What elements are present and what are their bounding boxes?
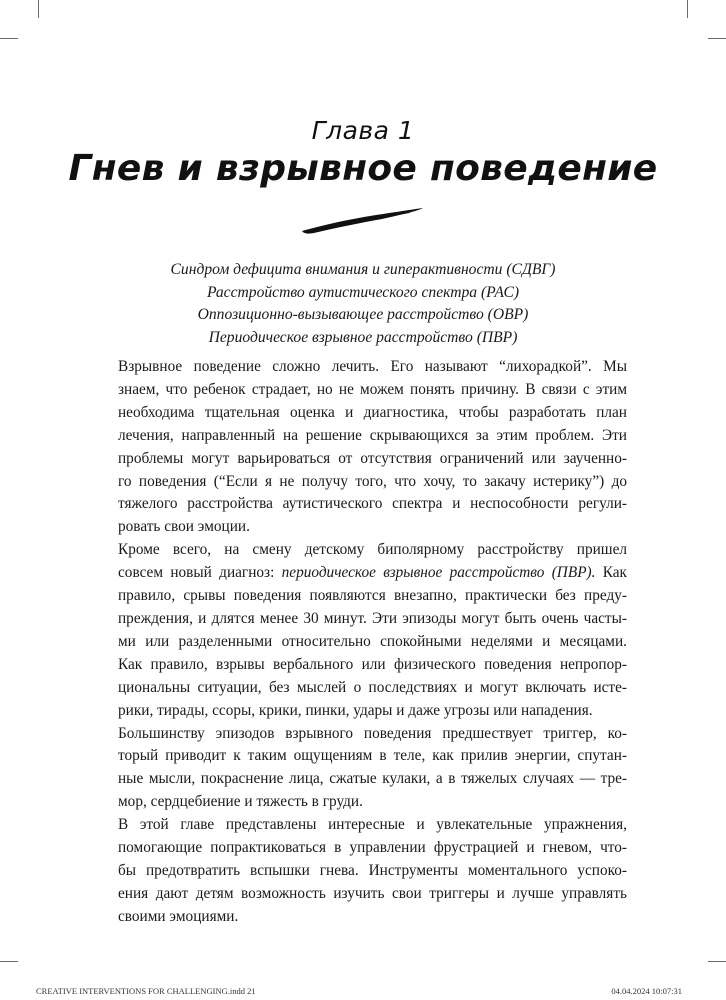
- chapter-label: Глава 1: [311, 116, 415, 145]
- crop-mark: [0, 961, 18, 962]
- text-line: тяжелого расстройства аутистического спектра и неспособности регули-: [118, 495, 627, 513]
- print-slug-datetime: 04.04.2024 10:07:31: [611, 986, 682, 996]
- crop-mark: [708, 38, 726, 39]
- print-slug-file: CREATIVE INTERVENTIONS FOR CHALLENGING.indd 21: [36, 986, 256, 996]
- crop-mark: [708, 961, 726, 962]
- disorder-list: [0, 259, 726, 349]
- text-line: ми или разделенными относительно спокойными неделями и месяцами.: [118, 632, 627, 650]
- disorder-item: Оппозиционно-вызывающее расстройство (ОВР): [197, 306, 529, 323]
- text-line: В этой главе представлены интересные и увлекательные упражнения,: [118, 816, 627, 834]
- paragraph: [118, 356, 627, 539]
- crop-mark: [38, 0, 39, 18]
- text-segment: Как: [595, 564, 627, 582]
- text-line: лечения, направленный на решение скрывающихся за этим проблем. Эти: [118, 426, 627, 444]
- text-line: правило, срывы поведения появляются внезапно, практически без преду-: [118, 587, 627, 605]
- text-line: бы предотвратить вспышки гнева. Инструменты моментального успоко-: [118, 861, 627, 879]
- text-line: рики, тирады, ссоры, крики, пинки, удары и даже угрозы или нападения.: [118, 701, 593, 719]
- text-line: Взрывное поведение сложно лечить. Его называют “лихорадкой”. Мы: [118, 358, 627, 375]
- text-line: проблемы могут варьироваться от отсутствия ограничений или заученно-: [118, 449, 627, 467]
- text-line: [118, 562, 627, 585]
- text-line: необходима тщательная оценка и диагностика, чтобы разработать план: [118, 403, 627, 421]
- crop-mark: [687, 0, 688, 18]
- paragraph: [118, 814, 627, 929]
- text-line: знаем, что ребенок страдает, но не можем понять причину. В связи с этим: [118, 380, 627, 398]
- emphasis-text: периодическое взрывное расстройство (ПВР).: [281, 564, 596, 582]
- text-line: торый приводит к таким ощущениям в теле, как прилив энергии, спутан-: [118, 747, 627, 765]
- crop-mark: [0, 38, 18, 39]
- disorder-item: Периодическое взрывное расстройство (ПВР): [208, 328, 518, 346]
- text-line: циональны ситуации, без мыслей о последствиях и могут включать исте-: [118, 678, 627, 696]
- paragraph: [118, 539, 627, 722]
- disorder-item: Синдром дефицита внимания и гиперактивности (СДВГ): [170, 261, 556, 278]
- text-line: ения дают детям возможность изучить свои триггеры и лучше управлять: [118, 884, 627, 902]
- chapter-title: Гнев и взрывное поведение: [68, 148, 658, 189]
- text-line: помогающие попрактиковаться в управлении фрустрацией и гневом, что-: [118, 839, 627, 857]
- text-line: Большинству эпизодов взрывного поведения предшествует триггер, ко-: [118, 724, 627, 742]
- text-segment: совсем новый диагноз:: [118, 564, 282, 582]
- text-line: мор, сердцебиение и тяжесть в груди.: [118, 793, 363, 811]
- disorder-item: Расстройство аутистического спектра (РАС): [206, 283, 520, 301]
- paragraph: [118, 723, 627, 815]
- text-line: ные мысли, покраснение лица, сжатые кулаки, а в тяжелых случаях — тре-: [118, 770, 627, 788]
- text-line: своими эмоциями.: [118, 907, 239, 925]
- chapter-body: [118, 356, 627, 929]
- text-line: преждения, и длятся менее 30 минут. Эти эпизоды могут быть очень часты-: [118, 609, 627, 627]
- text-line: го поведения (“Если я не получу того, что хочу, то закачу истерику”) до: [118, 472, 627, 490]
- brush-stroke-ornament: [300, 206, 425, 236]
- text-line: Кроме всего, на смену детскому биполярному расстройству пришел: [118, 541, 627, 559]
- text-line: ровать свои эмоции.: [118, 518, 250, 536]
- text-line: Как правило, взрывы вербального или физического поведения непропор-: [118, 655, 627, 673]
